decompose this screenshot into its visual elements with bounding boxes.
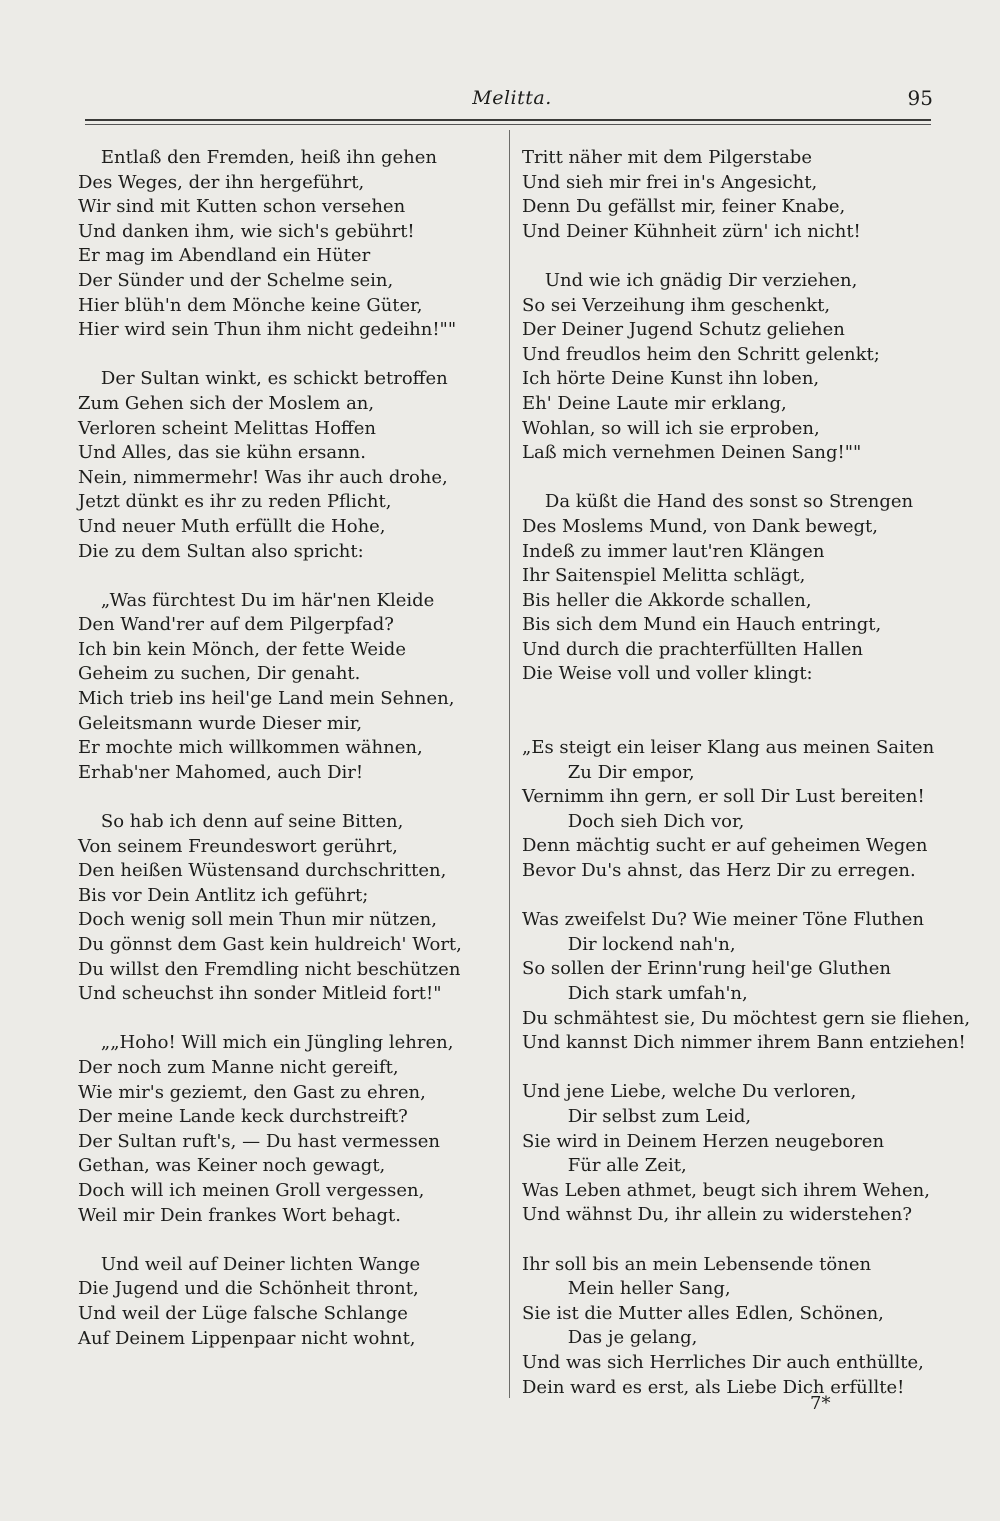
right-column xyxy=(522,146,971,1400)
verse-line: Laß mich vernehmen Deinen Sang!"" xyxy=(522,442,862,464)
verse-line: Da küßt die Hand des sonst so Strengen xyxy=(522,491,914,513)
stanza-gap xyxy=(78,343,498,368)
verse-line: Bevor Du's ahnst, das Herz Dir zu erregen. xyxy=(522,860,916,882)
stanza xyxy=(78,146,498,343)
verse-line: Der Sultan winkt, es schickt betroffen xyxy=(78,368,448,390)
verse-line: Und freudlos heim den Schritt gelenkt; xyxy=(522,343,880,365)
verse-line: Und danken ihm, wie sich's gebührt! xyxy=(78,220,415,242)
page-number: 95 xyxy=(907,86,933,110)
verse-line: Jetzt dünkt es ihr zu reden Pflicht, xyxy=(78,491,392,513)
header-rule-thick xyxy=(85,119,931,121)
stanza-gap xyxy=(522,884,942,909)
verse-line: Der meine Lande keck durchstreift? xyxy=(78,1106,408,1128)
verse-line: Und durch die prachterfüllten Hallen xyxy=(522,638,863,660)
stanza xyxy=(78,589,498,786)
verse-line: Verloren scheint Melittas Hoffen xyxy=(78,417,376,439)
verse-line: So hab ich denn auf seine Bitten, xyxy=(78,811,404,833)
verse-line: Er mag im Abendland ein Hüter xyxy=(78,245,371,267)
verse-line: Dein ward es erst, als Liebe Dich erfüllte! xyxy=(522,1376,905,1398)
running-header-title: Melitta. xyxy=(472,87,552,109)
verse-line: Bis sich dem Mund ein Hauch entringt, xyxy=(522,614,882,636)
verse-line: Doch will ich meinen Groll vergessen, xyxy=(78,1179,425,1201)
verse-line: Die zu dem Sultan also spricht: xyxy=(78,540,364,562)
verse-line: Vernimm ihn gern, er soll Dir Lust bereiten! xyxy=(522,786,925,808)
verse-line: Der Sünder und der Schelme sein, xyxy=(78,269,394,291)
stanza-gap xyxy=(522,1056,942,1081)
verse-line: Und jene Liebe, welche Du verloren, xyxy=(522,1081,857,1103)
verse-line: Entlaß den Fremden, heiß ihn gehen xyxy=(78,147,438,168)
verse-line: Ich hörte Deine Kunst ihn loben, xyxy=(522,368,820,390)
signature-mark: 7* xyxy=(810,1393,831,1414)
verse-line: Mein heller Sang, xyxy=(522,1278,731,1300)
verse-line: Geleitsmann wurde Dieser mir, xyxy=(78,712,363,734)
verse-line: Des Moslems Mund, von Dank bewegt, xyxy=(522,515,878,537)
column-divider xyxy=(509,130,510,1398)
verse-line: Er mochte mich willkommen wähnen, xyxy=(78,737,423,759)
verse-line: Du gönnst dem Gast kein huldreich' Wort, xyxy=(78,934,462,955)
verse-line: Du willst den Fremdling nicht beschützen xyxy=(78,958,461,980)
stanza xyxy=(78,1031,498,1228)
verse-line: Was Leben athmet, beugt sich ihrem Wehen, xyxy=(522,1179,930,1201)
stanza xyxy=(522,736,942,884)
verse-line: Hier wird sein Thun ihm nicht gedeihn!"" xyxy=(78,319,457,341)
verse-line: Des Weges, der ihn hergeführt, xyxy=(78,171,365,193)
verse-line: Erhab'ner Mahomed, auch Dir! xyxy=(78,761,364,783)
verse-line: Doch wenig soll mein Thun mir nützen, xyxy=(78,909,437,931)
verse-line: Die Weise voll und voller klingt: xyxy=(522,663,813,685)
stanza-gap xyxy=(522,687,942,736)
verse-line: Und was sich Herrliches Dir auch enthüllte, xyxy=(522,1351,924,1373)
verse-line: Auf Deinem Lippenpaar nicht wohnt, xyxy=(78,1327,416,1349)
verse-line: „Was fürchtest Du im här'nen Kleide xyxy=(78,589,435,611)
verse-line: Nein, nimmermehr! Was ihr auch drohe, xyxy=(78,466,448,488)
verse-line: Indeß zu immer laut'ren Klängen xyxy=(522,540,825,562)
verse-line: Doch sieh Dich vor, xyxy=(522,810,745,832)
verse-line: So sei Verzeihung ihm geschenkt, xyxy=(522,294,831,316)
verse-line: Gethan, was Keiner noch gewagt, xyxy=(78,1155,386,1177)
verse-line: Denn mächtig sucht er auf geheimen Wegen xyxy=(522,835,928,857)
verse-line: Und sieh mir frei in's Angesicht, xyxy=(522,171,818,193)
verse-line: Ihr Saitenspiel Melitta schlägt, xyxy=(522,565,806,587)
verse-line: Den Wand'rer auf dem Pilgerpfad? xyxy=(78,614,394,636)
verse-line: Ich bin kein Mönch, der fette Weide xyxy=(78,638,406,660)
verse-line: Sie ist die Mutter alles Edlen, Schönen, xyxy=(522,1302,884,1324)
left-column xyxy=(78,146,498,1351)
stanza xyxy=(522,1253,942,1401)
verse-line: Und wähnst Du, ihr allein zu widerstehen? xyxy=(522,1204,912,1226)
verse-line: Dich stark umfah'n, xyxy=(522,983,748,1004)
stanza xyxy=(78,367,498,564)
verse-line: Zum Gehen sich der Moslem an, xyxy=(78,392,375,414)
stanza xyxy=(522,146,942,244)
verse-line: Wohlan, so will ich sie erproben, xyxy=(522,417,820,439)
verse-line: Und weil der Lüge falsche Schlange xyxy=(78,1302,408,1324)
verse-line: Mich trieb ins heil'ge Land mein Sehnen, xyxy=(78,688,455,710)
verse-line: Und Alles, das sie kühn ersann. xyxy=(78,442,366,464)
stanza-gap xyxy=(78,785,498,810)
verse-line: Zu Dir empor, xyxy=(522,761,695,783)
verse-line: Von seinem Freundeswort gerührt, xyxy=(78,835,398,857)
verse-line: Bis vor Dein Antlitz ich geführt; xyxy=(78,884,369,906)
verse-line: Bis heller die Akkorde schallen, xyxy=(522,589,812,611)
verse-line: Der noch zum Manne nicht gereift, xyxy=(78,1056,399,1078)
stanza-gap xyxy=(78,564,498,589)
verse-line: „Es steigt ein leiser Klang aus meinen Saiten xyxy=(522,737,935,759)
stanza-gap xyxy=(78,1007,498,1032)
stanza-gap xyxy=(522,244,942,269)
verse-line: Dir selbst zum Leid, xyxy=(522,1105,752,1127)
verse-line: Der Sultan ruft's, — Du hast vermessen xyxy=(78,1130,440,1152)
verse-line: Tritt näher mit dem Pilgerstabe xyxy=(522,147,812,168)
verse-line: Sie wird in Deinem Herzen neugeboren xyxy=(522,1130,885,1152)
verse-line: Denn Du gefällst mir, feiner Knabe, xyxy=(522,196,846,218)
verse-line: Geheim zu suchen, Dir genaht. xyxy=(78,663,361,685)
verse-line: Und wie ich gnädig Dir verziehen, xyxy=(522,269,858,291)
stanza-gap xyxy=(78,1228,498,1253)
verse-line: Und Deiner Kühnheit zürn' ich nicht! xyxy=(522,220,861,242)
verse-line: Und neuer Muth erfüllt die Hohe, xyxy=(78,515,386,537)
verse-line: Eh' Deine Laute mir erklang, xyxy=(522,392,787,414)
verse-line: „„Hoho! Will mich ein Jüngling lehren, xyxy=(78,1032,454,1054)
stanza xyxy=(522,490,942,687)
verse-line: Der Deiner Jugend Schutz geliehen xyxy=(522,319,845,341)
stanza xyxy=(522,269,942,466)
stanza xyxy=(78,1253,498,1351)
verse-line: So sollen der Erinn'rung heil'ge Gluthen xyxy=(522,958,892,980)
verse-line: Weil mir Dein frankes Wort behagt. xyxy=(78,1204,401,1226)
verse-line: Ihr soll bis an mein Lebensende tönen xyxy=(522,1253,872,1275)
verse-line: Wir sind mit Kutten schon versehen xyxy=(78,196,406,218)
verse-line: Du schmähtest sie, Du möchtest gern sie fliehen, xyxy=(522,1007,971,1029)
verse-line: Und scheuchst ihn sonder Mitleid fort!" xyxy=(78,983,442,1005)
verse-line: Wie mir's geziemt, den Gast zu ehren, xyxy=(78,1081,426,1103)
verse-line: Die Jugend und die Schönheit thront, xyxy=(78,1278,419,1300)
verse-line: Und kannst Dich nimmer ihrem Bann entziehen! xyxy=(522,1032,966,1054)
stanza xyxy=(522,908,971,1056)
stanza xyxy=(78,810,498,1007)
verse-line: Den heißen Wüstensand durchschritten, xyxy=(78,860,447,882)
verse-line: Das je gelang, xyxy=(522,1327,698,1349)
verse-line: Dir lockend nah'n, xyxy=(522,933,736,955)
verse-line: Für alle Zeit, xyxy=(522,1155,687,1177)
stanza-gap xyxy=(522,1228,942,1253)
verse-line: Hier blüh'n dem Mönche keine Güter, xyxy=(78,294,423,316)
verse-line: Und weil auf Deiner lichten Wange xyxy=(78,1253,421,1275)
header-rule-thin xyxy=(85,124,931,125)
verse-line: Was zweifelst Du? Wie meiner Töne Fluthen xyxy=(522,909,924,931)
stanza-gap xyxy=(522,466,942,491)
stanza xyxy=(522,1080,942,1228)
